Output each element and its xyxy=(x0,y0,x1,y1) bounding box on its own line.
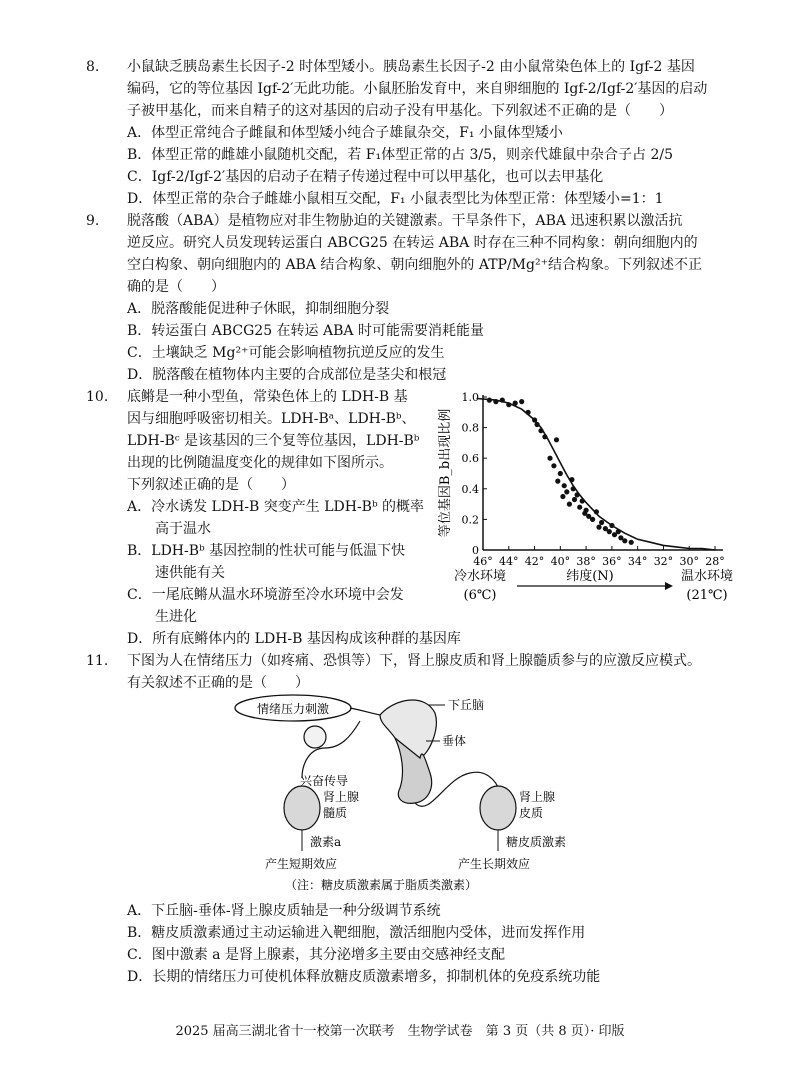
data-point xyxy=(506,402,511,407)
data-point xyxy=(562,483,567,488)
medulla-label-2: 髓质 xyxy=(323,806,348,820)
data-point xyxy=(577,505,582,510)
data-point xyxy=(569,477,574,482)
y-tick-label: 0.6 xyxy=(461,452,479,466)
cold-water-temp: (6℃) xyxy=(463,588,497,603)
short-effect-label: 产生短期效应 xyxy=(265,857,338,871)
q9-option-b: B．转运蛋白 ABCG25 在转运 ABA 时可能需要消耗能量 xyxy=(127,323,484,339)
data-point xyxy=(584,508,589,513)
hypothalamus-label: 下丘脑 xyxy=(448,698,485,712)
q8-stem-line-3: 子被甲基化，而来自精子的这对基因的启动子没有甲基化。下列叙述不正确的是（ ） xyxy=(127,103,673,119)
q9-stem-line-4: 确的是（ ） xyxy=(127,279,225,295)
data-point xyxy=(560,494,565,499)
q10-option-b-2: 速供能有关 xyxy=(127,565,225,581)
data-point xyxy=(558,471,563,476)
fit-curve xyxy=(477,399,715,551)
q10-stem-line-2: 因与细胞呼吸密切相关。LDH-Bᵃ、LDH-Bᵇ、 xyxy=(127,411,416,427)
data-point xyxy=(487,398,492,403)
x-tick-label: 28° xyxy=(705,555,725,568)
x-tick-label: 46° xyxy=(473,555,493,568)
x-tick-label: 32° xyxy=(653,555,674,568)
spinal-cord xyxy=(304,726,326,748)
x-tick-label: 30° xyxy=(679,555,699,568)
data-point xyxy=(526,410,531,415)
q11-number: 11. xyxy=(86,653,109,669)
data-point xyxy=(555,479,560,484)
q10-option-b-1: B．LDH-Bᵇ 基因控制的性状可能与低温下快 xyxy=(127,543,406,559)
y-tick-label: 0 xyxy=(472,544,479,557)
q9-stem-line-1: 脱落酸（ABA）是植物应对非生物胁迫的关键激素。干旱条件下，ABA 迅速积累以激活抗 xyxy=(127,213,683,229)
stress-response-diagram xyxy=(230,693,650,893)
y-tick-label: 1.0 xyxy=(461,391,479,404)
data-point xyxy=(629,540,634,545)
q11-option-b: B．糖皮质激素通过主动运输进入靶细胞，激活细胞内受体，进而发挥作用 xyxy=(127,925,586,941)
warm-water-temp: (21℃) xyxy=(686,588,728,603)
page-footer: 2025 届高三湖北省十一校第一次联考 生物学试卷 第 3 页（共 8 页）· 印版 xyxy=(175,1024,625,1039)
y-tick-label: 0.4 xyxy=(461,482,479,496)
glucocorticoid-label: 糖皮质激素 xyxy=(506,835,567,849)
q9-option-d: D．脱落酸在植物体内主要的合成部位是茎尖和根冠 xyxy=(127,367,447,383)
data-point xyxy=(590,517,595,522)
excitation-label: 兴奋传导 xyxy=(300,774,349,788)
long-effect-label: 产生长期效应 xyxy=(458,857,531,871)
data-point xyxy=(500,398,505,403)
q11-stem-line-2: 有关叙述不正确的是（ ） xyxy=(127,675,309,691)
cortex-label-1: 肾上腺 xyxy=(519,790,556,804)
data-point xyxy=(542,434,547,439)
adrenal-cortex-gland xyxy=(480,786,516,830)
latitude-arrow-head xyxy=(665,582,673,590)
medulla-label-1: 肾上腺 xyxy=(323,790,360,804)
q11-option-a: A．下丘脑-垂体-肾上腺皮质轴是一种分级调节系统 xyxy=(127,903,441,919)
data-point xyxy=(594,509,599,514)
q8-option-c: C．Igf-2/Igf-2′基因的启动子在精子传递过程中可以甲基化，也可以去甲基化 xyxy=(127,169,604,185)
x-tick-label: 40° xyxy=(550,555,571,568)
q8-option-b: B．体型正常的雌雄小鼠随机交配，若 F₁体型正常的占 3/5，则亲代雄鼠中杂合子占 2/5 xyxy=(127,147,674,163)
q8-option-d: D．体型正常的杂合子雌雄小鼠相互交配，F₁ 小鼠表型比为体型正常：体型矮小=1：1 xyxy=(127,191,664,207)
q9-option-a: A．脱落酸能促进种子休眠，抑制细胞分裂 xyxy=(127,301,390,317)
q10-stem-line-3: LDH-Bᶜ 是该基因的三个复等位基因，LDH-Bᵇ xyxy=(127,433,420,449)
q11-option-c: C．图中激素 a 是肾上腺素，其分泌增多主要由交感神经支配 xyxy=(127,947,505,963)
x-tick-label: 38° xyxy=(576,555,596,568)
x-tick-label: 36° xyxy=(602,555,622,568)
data-point xyxy=(622,538,627,543)
q10-option-c-2: 生进化 xyxy=(127,609,197,625)
adrenal-medulla-gland xyxy=(284,786,320,830)
q9-stem-line-2: 逆反应。研究人员发现转运蛋白 ABCG25 在转运 ABA 时存在三种不同构象：朝向细胞内的 xyxy=(127,235,698,251)
y-axis-label: 等位基因B_b出现比例 xyxy=(438,408,453,538)
q11-option-d: D．长期的情绪压力可使机体释放糖皮质激素增多，抑制机体的免疫系统功能 xyxy=(127,969,601,985)
q10-option-c-1: C．一尾底鳉从温水环境游至冷水环境中会发 xyxy=(127,587,404,603)
q10-option-d: D．所有底鳉体内的 LDH-B 基因构成该种群的基因库 xyxy=(127,631,461,647)
y-tick-label: 0.2 xyxy=(461,513,479,527)
data-point xyxy=(607,529,612,534)
q9-number: 9. xyxy=(86,213,100,229)
pathway-line xyxy=(350,708,380,715)
latitude-allele-chart xyxy=(425,385,745,610)
x-tick-label: 34° xyxy=(627,555,648,568)
data-point xyxy=(535,422,540,427)
q10-stem-line-4: 出现的比例随温度变化的规律如下图所示。 xyxy=(127,455,393,471)
data-point xyxy=(571,486,576,491)
data-point xyxy=(493,399,498,404)
q10-number: 10. xyxy=(86,389,109,405)
data-point xyxy=(513,401,518,406)
data-point xyxy=(564,489,569,494)
q8-stem-line-2: 编码，它的等位基因 Igf-2′无此功能。小鼠胚胎发育中，来自卵细胞的 Igf-2/Igf-2′基因的启动 xyxy=(127,81,708,97)
q8-number: 8. xyxy=(86,59,100,75)
x-tick-label: 42° xyxy=(524,555,545,568)
x-axis-label: 纬度(N) xyxy=(566,569,614,584)
q10-stem-line-5: 下列叙述正确的是（ ） xyxy=(127,477,295,493)
q8-stem-line-1: 小鼠缺乏胰岛素生长因子-2 时体型矮小。胰岛素生长因子-2 由小鼠常染色体上的 Igf-2 基因 xyxy=(127,59,695,75)
y-tick-label: 0.8 xyxy=(461,421,479,435)
q9-option-c: C．土壤缺乏 Mg²⁺可能会影响植物抗逆反应的发生 xyxy=(127,345,445,361)
q10-option-a-2: 高于温水 xyxy=(127,521,211,537)
hormone-a-label: 激素a xyxy=(310,835,342,849)
data-point xyxy=(567,502,572,507)
data-point xyxy=(599,520,604,525)
q10-option-a-1: A．冷水诱发 LDH-B 突变产生 LDH-Bᵇ 的概率 xyxy=(127,499,425,515)
data-point xyxy=(575,492,580,497)
cortex-label-2: 皮质 xyxy=(519,806,544,820)
q9-stem-line-3: 空白构象、朝向细胞内的 ABA 结合构象、朝向细胞外的 ATP/Mg²⁺结合构象。下列叙述不正 xyxy=(127,257,702,273)
data-point xyxy=(551,463,556,468)
x-tick-label: 44° xyxy=(499,555,519,568)
data-point xyxy=(554,437,559,442)
data-point xyxy=(609,523,614,528)
warm-water-label: 温水环境 xyxy=(680,569,734,584)
data-point xyxy=(572,497,577,502)
q8-option-a: A．体型正常纯合子雌鼠和体型矮小纯合子雄鼠杂交，F₁ 小鼠体型矮小 xyxy=(127,125,563,141)
diagram-note: （注：糖皮质激素属于脂质类激素） xyxy=(285,878,478,892)
data-point xyxy=(580,498,585,503)
data-point xyxy=(519,399,524,404)
q11-stem-line-1: 下图为人在情绪压力（如疼痛、恐惧等）下，肾上腺皮质和肾上腺髓质参与的应激反应模式。 xyxy=(127,653,701,669)
data-point xyxy=(547,456,552,461)
cold-water-label: 冷水环境 xyxy=(453,569,507,584)
data-point xyxy=(596,525,601,530)
data-point xyxy=(538,428,543,433)
q10-stem-line-1: 底鳉是一种小型鱼，常染色体上的 LDH-B 基 xyxy=(127,389,408,405)
stress-stimulus-label: 情绪压力刺激 xyxy=(256,702,330,716)
pituitary-label: 垂体 xyxy=(442,734,467,748)
data-point xyxy=(616,529,621,534)
data-point xyxy=(532,417,537,422)
